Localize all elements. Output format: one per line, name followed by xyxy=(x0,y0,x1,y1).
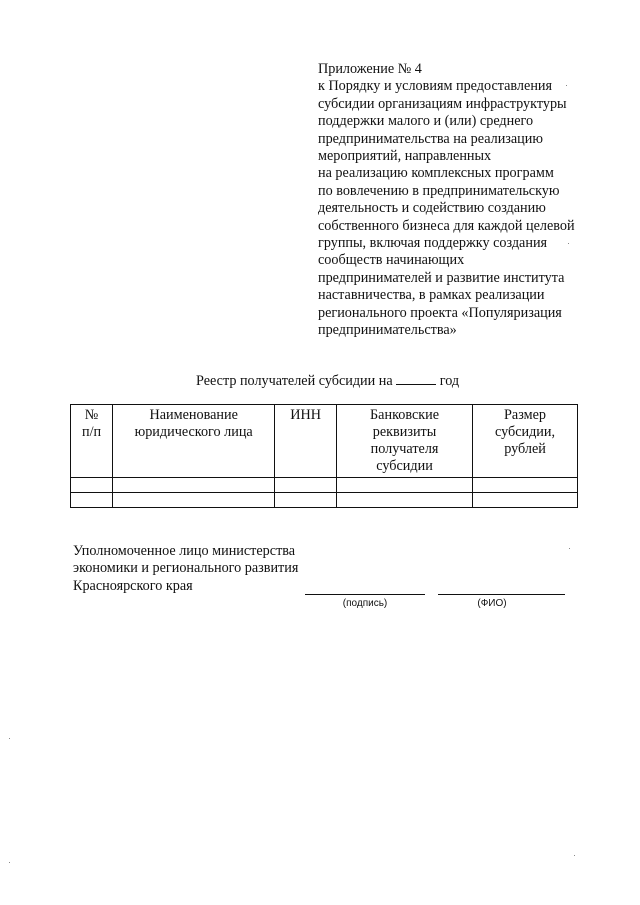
header-line: субсидии xyxy=(376,458,433,474)
header-line: Наименование xyxy=(149,407,238,423)
appendix-line: по вовлечению в предпринимательскую xyxy=(318,182,560,199)
scan-speck xyxy=(568,243,569,244)
header-number xyxy=(71,405,113,478)
header-line: субсидии, xyxy=(494,424,556,440)
registry-title xyxy=(196,372,459,390)
appendix-line: поддержки малого и (или) среднего xyxy=(318,113,534,130)
table-cell xyxy=(275,478,337,493)
appendix-line: предпринимательства» xyxy=(318,322,457,339)
scan-speck xyxy=(9,738,10,739)
header-line: рублей xyxy=(504,441,546,457)
header-line: п/п xyxy=(81,424,102,440)
header-line: ИНН xyxy=(290,407,321,423)
appendix-line: группы, включая поддержку создания xyxy=(318,235,548,252)
table-cell xyxy=(71,478,113,493)
appendix-line: собственного бизнеса для каждой целевой xyxy=(318,217,575,234)
scan-speck xyxy=(566,85,567,86)
scan-speck xyxy=(9,862,10,863)
header-line: Банковские xyxy=(370,407,440,423)
table-row xyxy=(71,478,578,493)
registry-title-year: год xyxy=(439,373,460,389)
appendix-line: наставничества, в рамках реализации xyxy=(318,287,545,304)
appendix-line: к Порядку и условиям предоставления xyxy=(318,78,553,95)
scan-speck xyxy=(574,855,575,856)
appendix-header xyxy=(318,61,603,340)
signer-line: Уполномоченное лицо министерства xyxy=(73,543,296,559)
header-legal-entity xyxy=(113,405,275,478)
signature-caption: (подпись) xyxy=(342,598,388,609)
name-caption: (ФИО) xyxy=(477,598,507,609)
table-cell xyxy=(275,493,337,508)
name-line xyxy=(438,594,565,595)
registry-title-text: Реестр получателей субсидии на xyxy=(196,373,393,389)
year-blank xyxy=(396,372,436,385)
appendix-line: субсидии организациям инфраструктуры xyxy=(318,95,567,112)
header-line: юридического лица xyxy=(134,424,253,440)
table-cell xyxy=(71,493,113,508)
appendix-line: деятельность и содействию созданию xyxy=(318,200,546,217)
appendix-line: регионального проекта «Популяризация xyxy=(318,304,562,321)
table-header-row xyxy=(71,405,578,478)
appendix-line: предпринимательства на реализацию xyxy=(318,130,543,147)
table-row xyxy=(71,493,578,508)
table-cell xyxy=(113,478,275,493)
header-inn xyxy=(275,405,337,478)
table-cell xyxy=(113,493,275,508)
appendix-line: мероприятий, направленных xyxy=(318,148,492,165)
table-cell xyxy=(473,478,578,493)
registry-table xyxy=(70,404,578,508)
signature-line xyxy=(305,594,425,595)
appendix-line: на реализацию комплексных программ xyxy=(318,165,554,182)
header-line: реквизиты xyxy=(372,424,437,440)
header-subsidy-amount xyxy=(473,405,578,478)
header-bank-details xyxy=(337,405,473,478)
signer-line: Красноярского края xyxy=(73,577,193,594)
header-line: Размер xyxy=(504,407,546,423)
table-cell xyxy=(473,493,578,508)
appendix-line: сообществ начинающих xyxy=(318,252,465,269)
signer-line: экономики и регионального развития xyxy=(73,560,299,577)
signer-block xyxy=(73,543,298,595)
appendix-line: предпринимателей и развитие института xyxy=(318,269,565,286)
table-cell xyxy=(337,478,473,493)
header-line: № xyxy=(84,407,99,423)
table-cell xyxy=(337,493,473,508)
appendix-line: Приложение № 4 xyxy=(318,61,422,77)
header-line: получателя xyxy=(370,441,439,457)
scan-speck xyxy=(569,548,570,549)
